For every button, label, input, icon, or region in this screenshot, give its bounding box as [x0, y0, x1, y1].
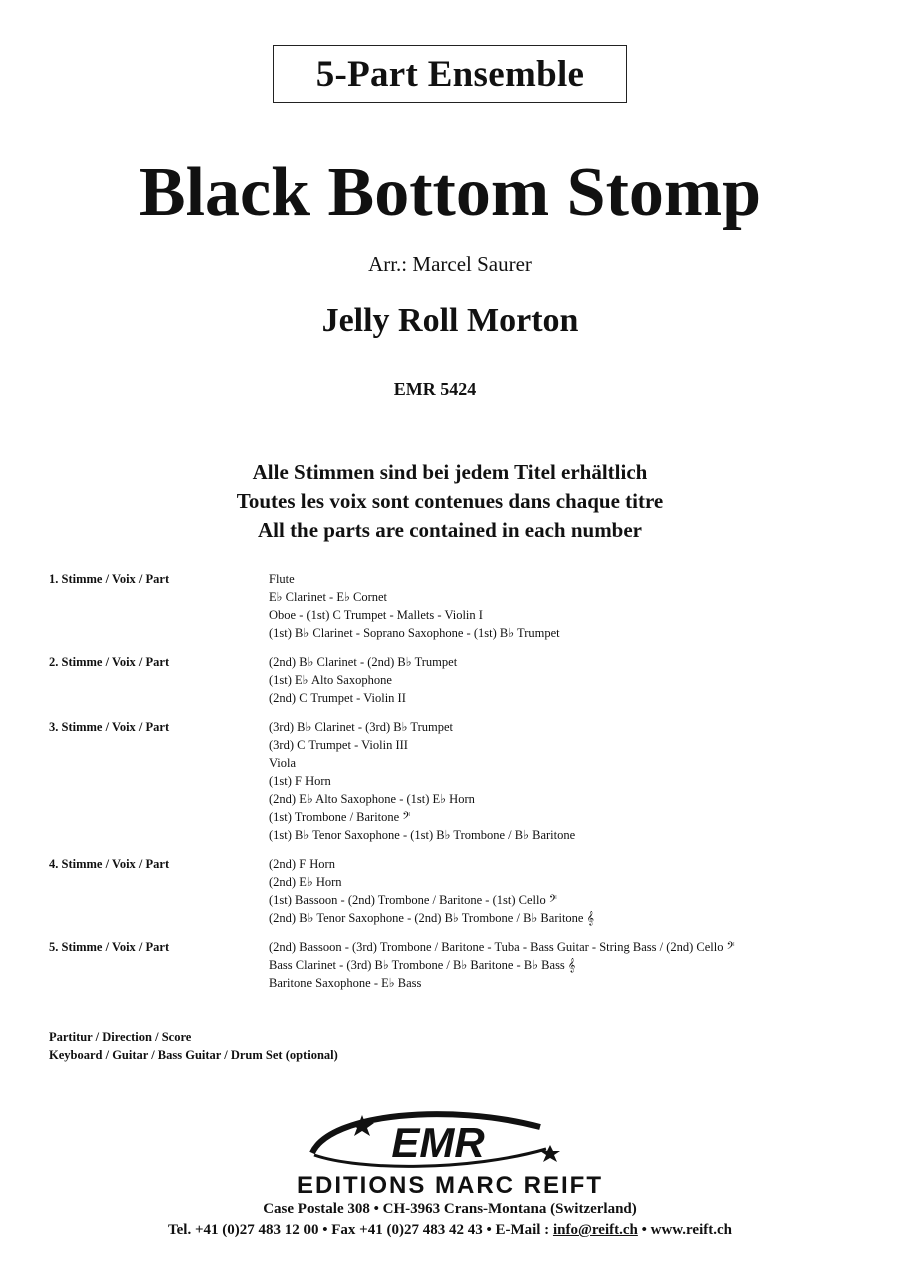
composer-name: Jelly Roll Morton	[321, 302, 579, 339]
instrument-line: Oboe - (1st) C Trumpet - Mallets - Violin I	[269, 608, 483, 622]
instrument-line: (1st) Trombone / Baritone 𝄢	[269, 810, 411, 824]
part-label: 2. Stimme / Voix / Part	[49, 655, 170, 669]
additional-parts	[49, 1028, 338, 1064]
part-group-1	[49, 570, 869, 642]
part-label: 5. Stimme / Voix / Part	[49, 940, 170, 954]
page-title: Black Bottom Stomp	[138, 154, 762, 231]
email-link[interactable]: info@reift.ch	[552, 1222, 638, 1238]
star-icon	[540, 1145, 560, 1162]
publisher-contact	[0, 1222, 900, 1239]
instrument-line: Viola	[269, 756, 297, 770]
part-label: 4. Stimme / Voix / Part	[49, 857, 170, 871]
contact-phone-fax: Tel. +41 (0)27 483 12 00 • Fax +41 (0)27 483 42 43 • E-Mail :	[168, 1222, 553, 1238]
instrument-line: (2nd) B♭ Clarinet - (2nd) B♭ Trumpet	[269, 655, 458, 669]
part-label: 1. Stimme / Voix / Part	[49, 572, 170, 586]
notice-line-german: Alle Stimmen sind bei jedem Titel erhältlich	[252, 460, 648, 484]
instrument-line: (2nd) F Horn	[269, 857, 335, 871]
part-label: 3. Stimme / Voix / Part	[49, 720, 170, 734]
arranger-credit: Arr.: Marcel Saurer	[368, 252, 532, 276]
instrument-line: Baritone Saxophone - E♭ Bass	[269, 976, 422, 990]
part-group-5	[49, 938, 869, 992]
part-instruments	[269, 855, 594, 927]
part-group-4	[49, 855, 869, 927]
instrument-line: Flute	[269, 572, 295, 586]
series-label: 5-Part Ensemble	[315, 53, 585, 95]
publisher-logo	[300, 1105, 570, 1175]
instrument-line: Bass Clarinet - (3rd) B♭ Trombone / B♭ Baritone - B♭ Bass 𝄞	[269, 958, 576, 972]
notice-line-french: Toutes les voix sont contenues dans chaque titre	[236, 489, 664, 513]
instrument-line: (2nd) Bassoon - (3rd) Trombone / Baritone - Tuba - Bass Guitar - String Bass / (2nd) Cello 𝄢	[269, 940, 735, 954]
instrument-line: (2nd) E♭ Horn	[269, 875, 342, 889]
parts-notice	[0, 458, 900, 545]
part-group-3	[49, 718, 869, 844]
part-instruments	[269, 653, 457, 707]
part-instruments	[269, 718, 575, 844]
part-group-2	[49, 653, 869, 707]
notice-line-english: All the parts are contained in each number	[257, 518, 643, 542]
instrument-line: (2nd) E♭ Alto Saxophone - (1st) E♭ Horn	[269, 792, 475, 806]
instrument-line: (1st) B♭ Tenor Saxophone - (1st) B♭ Trombone / B♭ Baritone	[269, 828, 576, 842]
catalog-number: EMR 5424	[393, 379, 477, 399]
instrument-line: (2nd) C Trumpet - Violin II	[269, 691, 406, 705]
instrument-line: (1st) B♭ Clarinet - Soprano Saxophone - (1st) B♭ Trumpet	[269, 626, 560, 640]
parts-list	[49, 570, 869, 1003]
publisher-address: Case Postale 308 • CH-3963 Crans-Montana (Switzerland)	[263, 1201, 637, 1217]
rhythm-section-line: Keyboard / Guitar / Bass Guitar / Drum Set (optional)	[49, 1048, 338, 1062]
instrument-line: E♭ Clarinet - E♭ Cornet	[269, 590, 388, 604]
instrument-line: (3rd) B♭ Clarinet - (3rd) B♭ Trumpet	[269, 720, 453, 734]
instrument-line: (2nd) B♭ Tenor Saxophone - (2nd) B♭ Trombone / B♭ Baritone 𝄞	[269, 911, 594, 925]
part-instruments	[269, 938, 735, 992]
instrument-line: (1st) Bassoon - (2nd) Trombone / Baritone - (1st) Cello 𝄢	[269, 893, 557, 907]
series-box	[273, 45, 627, 103]
logo-text: EMR	[391, 1119, 485, 1166]
part-instruments	[269, 570, 560, 642]
instrument-line: (1st) F Horn	[269, 774, 331, 788]
instrument-line: (1st) E♭ Alto Saxophone	[269, 673, 392, 687]
score-line: Partitur / Direction / Score	[49, 1030, 192, 1044]
publisher-name: EDITIONS MARC REIFT	[297, 1172, 603, 1199]
website-text: • www.reift.ch	[637, 1222, 732, 1238]
instrument-line: (3rd) C Trumpet - Violin III	[269, 738, 408, 752]
